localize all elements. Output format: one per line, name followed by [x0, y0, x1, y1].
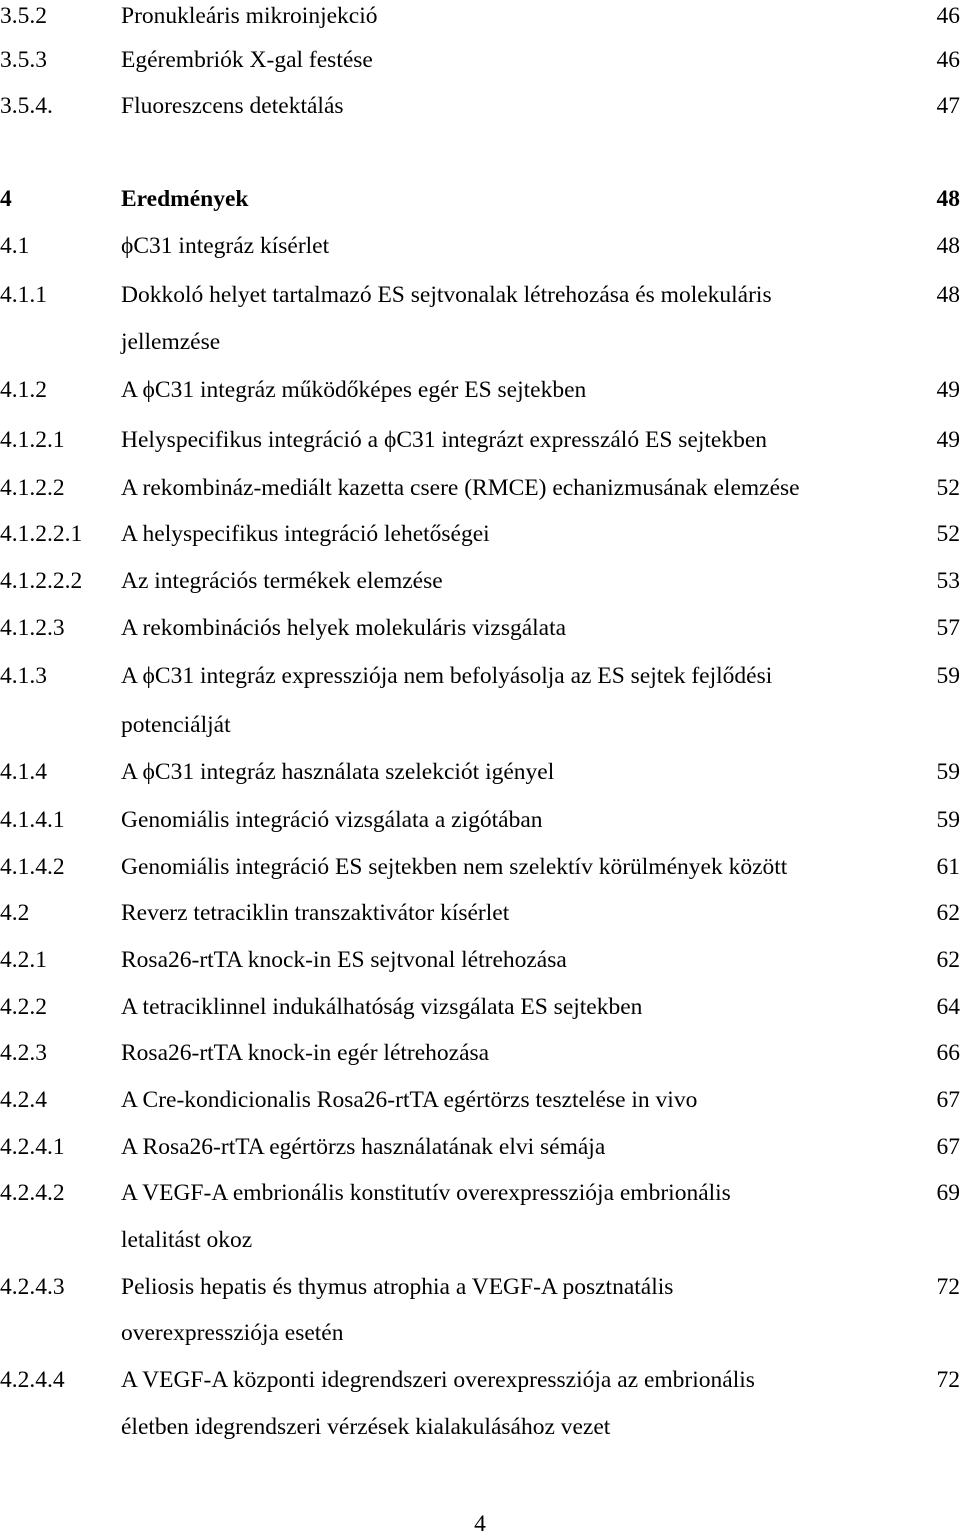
toc-entry — [0, 472, 960, 504]
toc-entry — [0, 1177, 960, 1209]
toc-entry-page: 59 — [937, 804, 960, 836]
toc-entry-page: 46 — [937, 44, 960, 76]
toc-entry-number: 4 — [0, 183, 12, 215]
toc-entry-title: Fluoreszcens detektálás — [121, 90, 344, 122]
toc-entry-page: 49 — [937, 424, 960, 456]
toc-entry-number: 4.1.2.2 — [0, 472, 65, 504]
toc-entry-title-continuation: életben idegrendszeri vérzések kialakulásához vezet — [121, 1411, 901, 1443]
toc-entry-page: 48 — [937, 230, 960, 262]
toc-entry-number: 4.1.2.1 — [0, 424, 65, 456]
toc-entry-title: Rosa26-rtTA knock-in ES sejtvonal létrehozása — [121, 944, 567, 976]
toc-entry — [0, 424, 960, 456]
toc-entry-title-continuation: jellemzése — [121, 326, 901, 358]
toc-entry-page: 57 — [937, 612, 960, 644]
toc-chapter-entry — [0, 183, 960, 215]
toc-entry-number: 4.1.1 — [0, 279, 47, 311]
toc-entry-title: A tetraciklinnel indukálhatóság vizsgálata ES sejtekben — [121, 991, 642, 1023]
toc-entry-number: 3.5.2 — [0, 0, 47, 32]
toc-entry-title: Helyspecifikus integráció a ϕC31 integrázt expresszáló ES sejtekben — [121, 424, 767, 456]
toc-entry-title: Az integrációs termékek elemzése — [121, 565, 443, 597]
toc-entry-title: A Cre-kondicionalis Rosa26-rtTA egértörzs tesztelése in vivo — [121, 1084, 697, 1116]
toc-entry — [0, 518, 960, 550]
toc-entry-page: 47 — [937, 90, 960, 122]
toc-entry-title: Reverz tetraciklin transzaktivátor kísérlet — [121, 897, 509, 929]
toc-entry-page: 52 — [937, 472, 960, 504]
toc-entry-title: Egérembriók X-gal festése — [121, 44, 373, 76]
toc-entry — [0, 44, 960, 76]
toc-entry-page: 72 — [937, 1271, 960, 1303]
toc-entry-page: 48 — [937, 279, 960, 311]
toc-entry-page: 64 — [937, 991, 960, 1023]
toc-entry — [0, 944, 960, 976]
toc-entry-page: 62 — [937, 944, 960, 976]
toc-entry-page: 48 — [937, 183, 960, 215]
toc-entry-number: 4.1.4.1 — [0, 804, 65, 836]
toc-entry-title: Pronukleáris mikroinjekció — [121, 0, 378, 32]
toc-entry-title: A Rosa26-rtTA egértörzs használatának elvi sémája — [121, 1131, 605, 1163]
toc-entry-number: 4.1.2.2.2 — [0, 565, 82, 597]
toc-entry-number: 4.1.2.2.1 — [0, 518, 82, 550]
toc-entry-number: 4.1 — [0, 230, 29, 262]
toc-entry-page: 69 — [937, 1177, 960, 1209]
toc-entry-number: 4.1.4 — [0, 756, 47, 788]
toc-entry-page: 72 — [937, 1364, 960, 1396]
toc-entry — [0, 756, 960, 788]
toc-entry-title: Genomiális integráció ES sejtekben nem szelektív körülmények között — [121, 851, 787, 883]
toc-entry-title: ϕC31 integráz kísérlet — [121, 230, 329, 262]
toc-entry-page: 53 — [937, 565, 960, 597]
toc-entry-page: 59 — [937, 660, 960, 692]
toc-entry-number: 4.1.4.2 — [0, 851, 65, 883]
toc-entry — [0, 1364, 960, 1396]
toc-entry-number: 4.2.3 — [0, 1037, 47, 1069]
toc-entry — [0, 1084, 960, 1116]
toc-entry-title-continuation: potenciálját — [121, 709, 901, 741]
toc-entry — [0, 991, 960, 1023]
toc-entry-page: 67 — [937, 1131, 960, 1163]
toc-entry-number: 4.2.4 — [0, 1084, 47, 1116]
toc-entry-page: 49 — [937, 374, 960, 406]
toc-entry-number: 4.2.2 — [0, 991, 47, 1023]
toc-entry — [0, 279, 960, 311]
toc-entry-number: 4.1.2.3 — [0, 612, 65, 644]
toc-entry-title: A ϕC31 integráz működőképes egér ES sejtekben — [121, 374, 586, 406]
toc-entry-title: Peliosis hepatis és thymus atrophia a VEGF-A posztnatális — [121, 1271, 673, 1303]
toc-entry-title: Rosa26-rtTA knock-in egér létrehozása — [121, 1037, 489, 1069]
toc-entry-title-continuation: letalitást okoz — [121, 1224, 901, 1256]
toc-entry-title: A VEGF-A embrionális konstitutív overexpressziója embrionális — [121, 1177, 731, 1209]
toc-entry-page: 46 — [937, 0, 960, 32]
toc-entry-title: A helyspecifikus integráció lehetőségei — [121, 518, 490, 550]
toc-entry-page: 52 — [937, 518, 960, 550]
toc-entry — [0, 374, 960, 406]
toc-entry-title: Eredmények — [121, 183, 249, 215]
toc-entry-number: 4.1.3 — [0, 660, 47, 692]
toc-entry-number: 4.2.4.4 — [0, 1364, 65, 1396]
toc-entry-title: A rekombináz-mediált kazetta csere (RMCE) echanizmusának elemzése — [121, 472, 800, 504]
toc-entry — [0, 851, 960, 883]
toc-entry-title: Dokkoló helyet tartalmazó ES sejtvonalak létrehozása és molekuláris — [121, 279, 772, 311]
toc-entry-page: 67 — [937, 1084, 960, 1116]
toc-entry-page: 62 — [937, 897, 960, 929]
toc-entry-number: 4.2.1 — [0, 944, 47, 976]
toc-entry — [0, 1271, 960, 1303]
toc-entry — [0, 804, 960, 836]
toc-entry-title: A ϕC31 integráz expressziója nem befolyásolja az ES sejtek fejlődési — [121, 660, 772, 692]
toc-entry — [0, 612, 960, 644]
toc-entry — [0, 565, 960, 597]
toc-entry-page: 66 — [937, 1037, 960, 1069]
page-number: 4 — [0, 1508, 960, 1540]
toc-entry — [0, 1131, 960, 1163]
toc-entry-number: 3.5.4. — [0, 90, 53, 122]
toc-entry-page: 59 — [937, 756, 960, 788]
toc-entry — [0, 0, 960, 32]
toc-entry — [0, 90, 960, 122]
toc-entry-number: 4.2.4.1 — [0, 1131, 65, 1163]
toc-entry-title: Genomiális integráció vizsgálata a zigótában — [121, 804, 543, 836]
toc-entry-page: 61 — [937, 851, 960, 883]
toc-entry-number: 4.2 — [0, 897, 29, 929]
toc-entry-number: 4.2.4.3 — [0, 1271, 65, 1303]
toc-entry — [0, 897, 960, 929]
toc-entry-number: 4.2.4.2 — [0, 1177, 65, 1209]
toc-entry — [0, 1037, 960, 1069]
toc-entry-number: 4.1.2 — [0, 374, 47, 406]
toc-entry-title: A VEGF-A központi idegrendszeri overexpressziója az embrionális — [121, 1364, 755, 1396]
toc-entry-title: A ϕC31 integráz használata szelekciót igényel — [121, 756, 554, 788]
toc-entry-number: 3.5.3 — [0, 44, 47, 76]
toc-entry — [0, 230, 960, 262]
toc-entry-title-continuation: overexpressziója esetén — [121, 1317, 901, 1349]
toc-entry — [0, 660, 960, 692]
toc-entry-title: A rekombinációs helyek molekuláris vizsgálata — [121, 612, 566, 644]
